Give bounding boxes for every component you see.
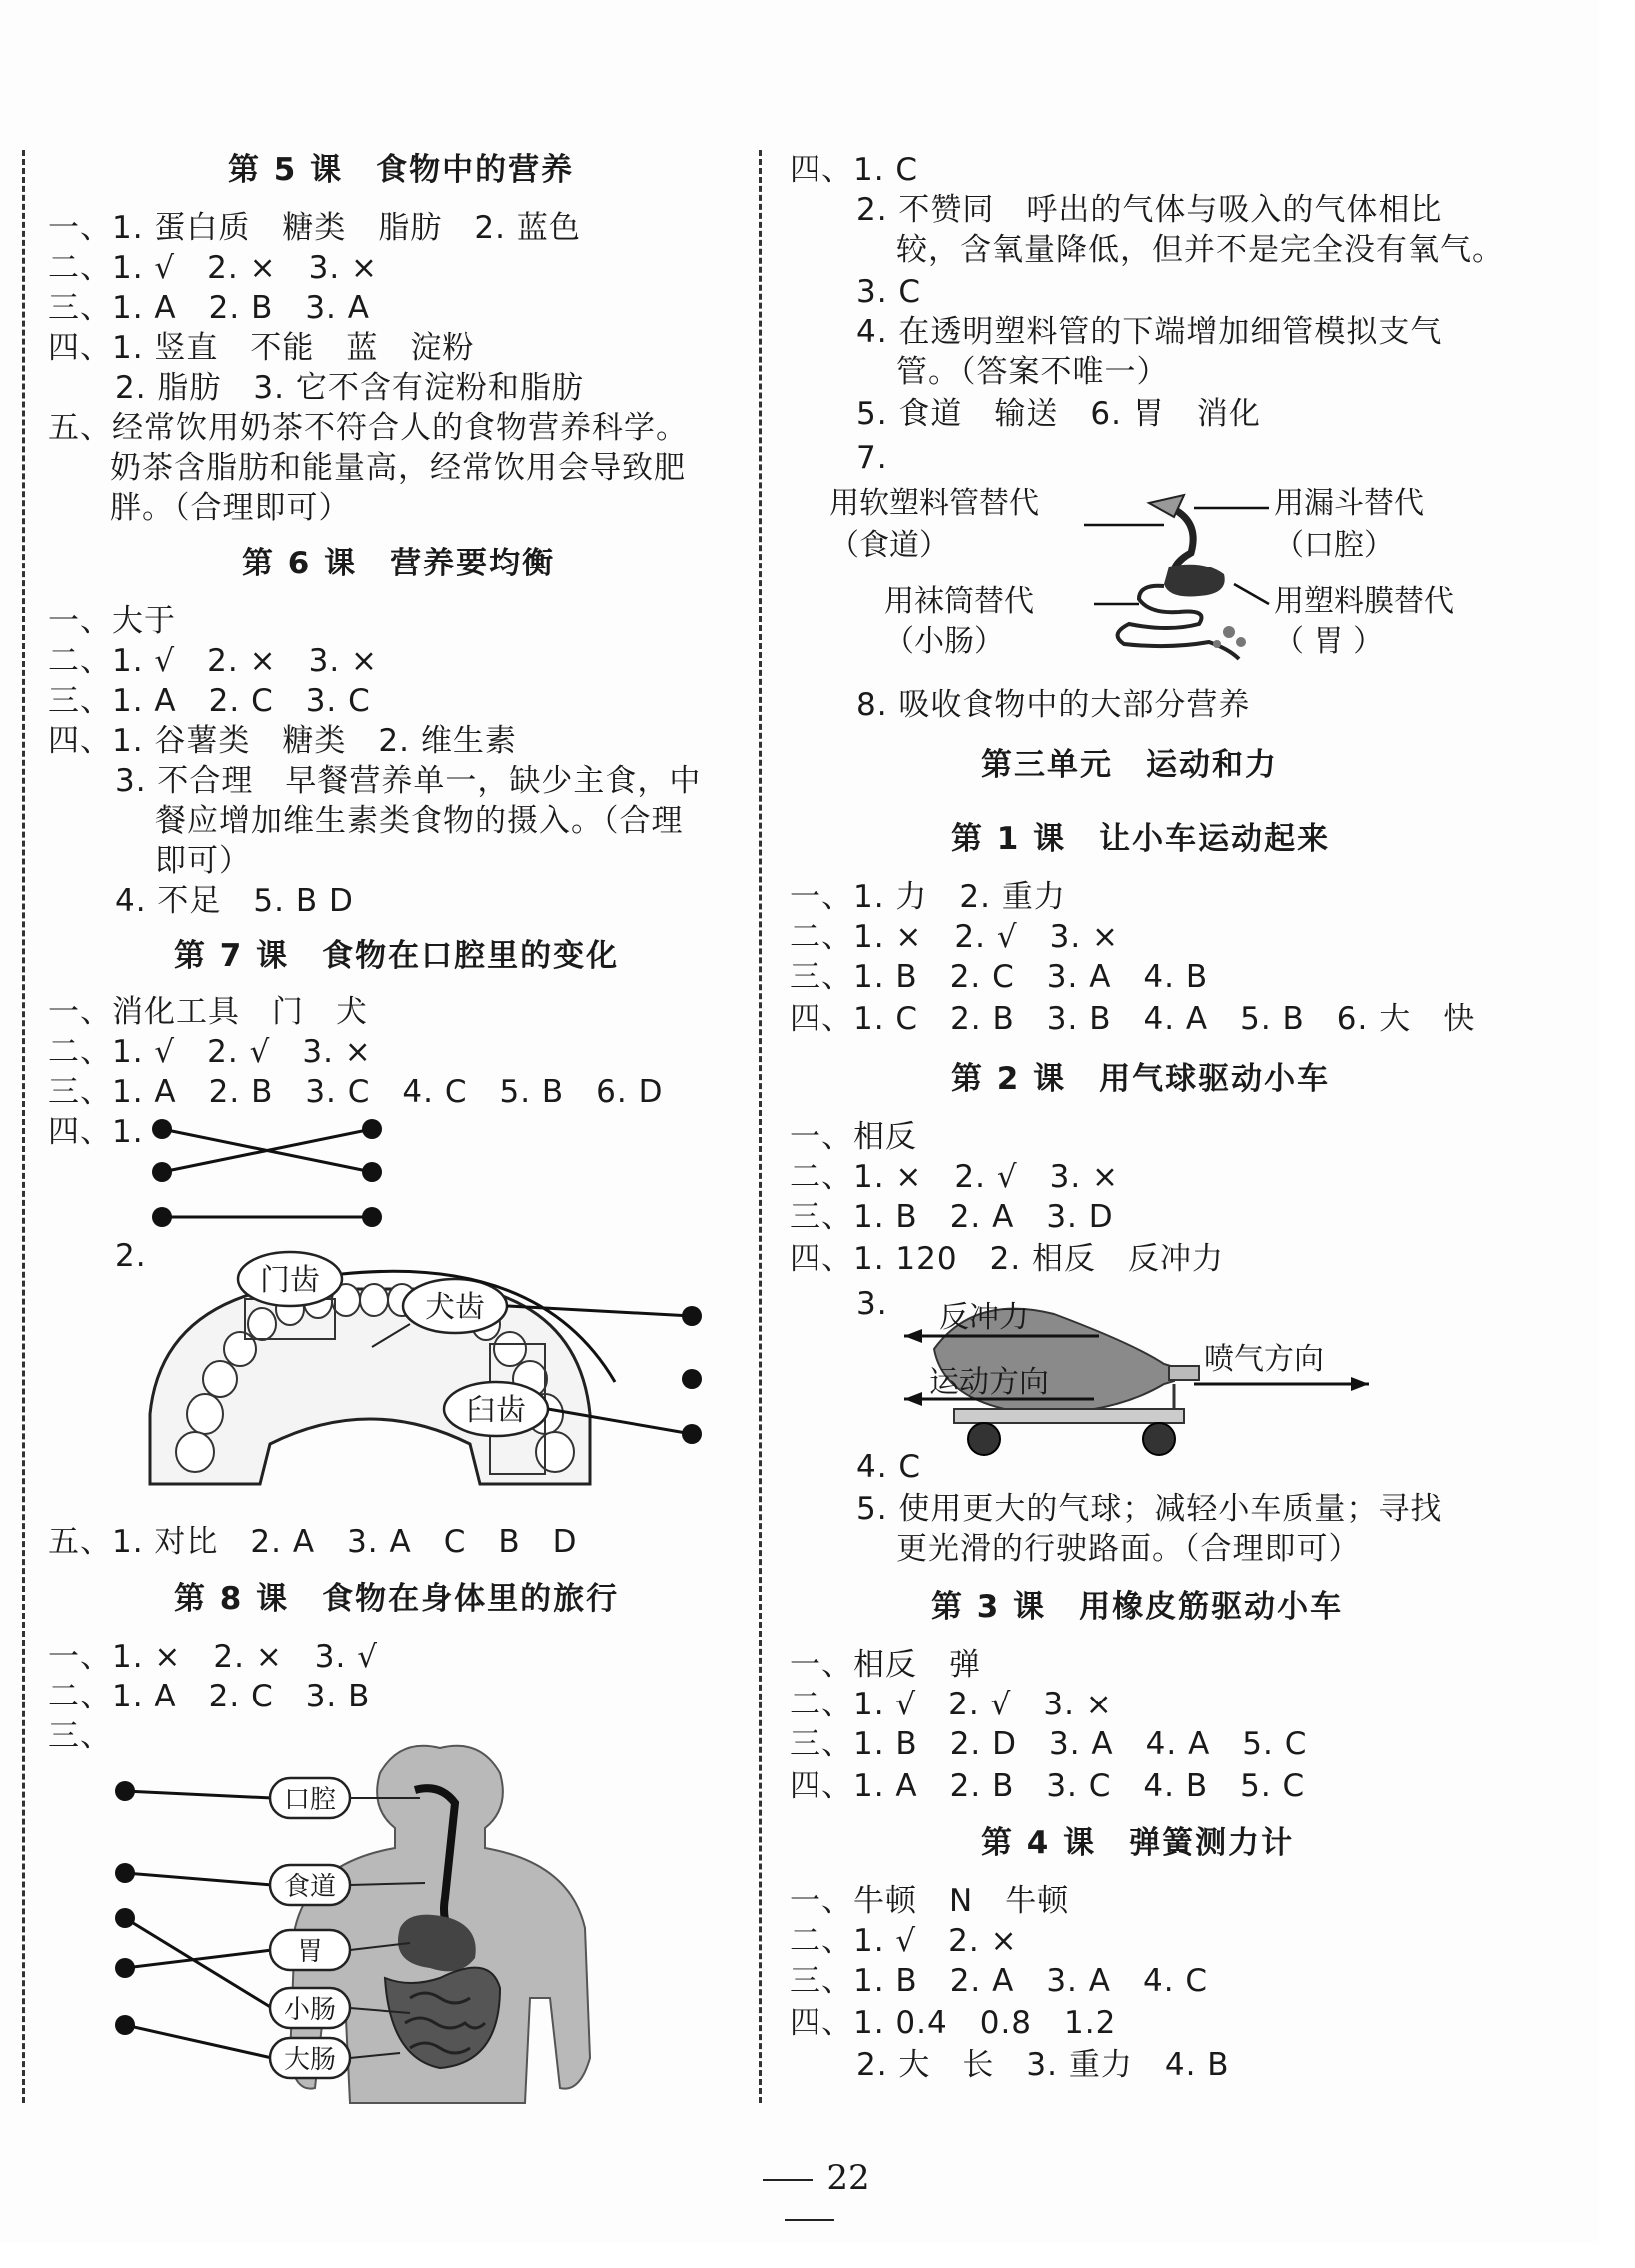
label-reaction-force: 反冲力	[939, 1300, 1029, 1335]
model-label-funnel: 用漏斗替代	[1274, 486, 1424, 521]
l5-line-3: 三、1. A 2. B 3. A	[48, 290, 370, 326]
l6-line-7: 即可）	[155, 843, 251, 879]
r-lesson-2-title: 第 2 课 用气球驱动小车	[951, 1061, 1331, 1097]
r4-line-1: 一、牛顿 N 牛顿	[790, 1883, 1070, 1919]
r2-line-7: 5. 使用更大的气球；减轻小车质量；寻找	[856, 1491, 1443, 1527]
l6-line-8: 4. 不足 5. B D	[115, 883, 354, 919]
page-number	[715, 2158, 904, 2238]
l6-line-6: 餐应增加维生素类食物的摄入。（合理	[155, 803, 684, 839]
balloon-car-figure	[894, 1289, 1384, 1459]
digestive-model-figure	[829, 475, 1499, 674]
nozzle	[1169, 1366, 1199, 1380]
matching-lines-figure	[140, 1114, 400, 1234]
model-label-stomach: （ 胃 ）	[1274, 624, 1384, 659]
model-label-sock: 用袜筒替代	[884, 584, 1034, 619]
l5-line-2: 二、1. √ 2. × 3. ×	[48, 250, 378, 286]
organ-line-1	[125, 1791, 272, 1798]
organ-line-3	[125, 1918, 272, 2008]
r0-line-7: 5. 食道 输送 6. 胃 消化	[856, 396, 1261, 432]
r0-line-9: 8. 吸收食物中的大部分营养	[856, 687, 1251, 723]
label-mouth: 口腔	[283, 1785, 337, 1815]
r3-line-2: 二、1. √ 2. √ 3. ×	[790, 1687, 1113, 1722]
r0-line-5: 4. 在透明塑料管的下端增加细管模拟支气	[856, 314, 1443, 350]
label-small-intestine: 小肠	[283, 1995, 337, 2025]
r1-line-4: 四、1. C 2. B 3. B 4. A 5. B 6. 大 快	[790, 1001, 1476, 1037]
l7-line-2: 二、1. √ 2. √ 3. ×	[48, 1034, 372, 1070]
answer-dot-2	[682, 1369, 702, 1389]
page-number-text: 22	[826, 2158, 870, 2198]
r1-line-2: 二、1. × 2. √ 3. ×	[790, 919, 1119, 955]
teeth-figure	[140, 1244, 720, 1504]
l6-line-5: 3. 不合理 早餐营养单一，缺少主食，中	[115, 763, 702, 799]
model-label-mouth: （口腔）	[1274, 528, 1394, 563]
r-lesson-4-title: 第 4 课 弹簧测力计	[981, 1825, 1295, 1861]
r-lesson-3-title: 第 3 课 用橡皮筋驱动小车	[931, 1589, 1344, 1625]
r2-line-2: 二、1. × 2. √ 3. ×	[790, 1159, 1119, 1195]
label-motion-direction: 运动方向	[929, 1365, 1049, 1400]
label-canine: 犬齿	[425, 1290, 485, 1325]
film-pointer	[1234, 584, 1269, 604]
bead-3	[1213, 640, 1221, 648]
organ-line-5	[125, 2025, 272, 2058]
l6-line-4: 四、1. 谷薯类 糖类 2. 维生素	[48, 723, 517, 759]
r4-line-5: 2. 大 长 3. 重力 4. B	[856, 2047, 1230, 2083]
digestive-system-figure	[100, 1728, 620, 2103]
r0-line-3: 较，含氧量降低，但并不是完全没有氧气。	[896, 232, 1504, 268]
label-stomach: 胃	[296, 1937, 324, 1967]
r2-line-4: 四、1. 120 2. 相反 反冲力	[790, 1241, 1225, 1277]
model-label-small-intestine: （小肠）	[884, 624, 1004, 659]
organ-line-4	[125, 1950, 272, 1968]
lesson-7-title: 第 7 课 食物在口腔里的变化	[174, 938, 620, 974]
l6-line-1: 一、大于	[48, 603, 176, 639]
l5-line-6: 五、经常饮用奶茶不符合人的食物营养科学。	[48, 410, 688, 446]
r0-line-1: 四、1. C	[790, 152, 919, 188]
r3-line-1: 一、相反 弹	[790, 1647, 981, 1683]
lesson-5-title: 第 5 课 食物中的营养	[228, 152, 575, 188]
r0-line-6: 管。（答案不唯一）	[896, 354, 1169, 390]
l7-line-1: 一、消化工具 门 犬	[48, 994, 368, 1030]
footer-dash-right	[785, 2219, 834, 2221]
l8-line-2: 二、1. A 2. C 3. B	[48, 1679, 371, 1714]
sock-intestine-shape	[1118, 586, 1239, 659]
l6-line-3: 三、1. A 2. C 3. C	[48, 683, 371, 719]
jet-arrow-head	[1351, 1377, 1369, 1391]
lesson-8-title: 第 8 课 食物在身体里的旅行	[174, 1581, 620, 1617]
r3-line-3: 三、1. B 2. D 3. A 4. A 5. C	[790, 1726, 1308, 1762]
motion-arrow-head	[904, 1392, 922, 1406]
wheel-front	[1143, 1423, 1175, 1455]
r4-line-3: 三、1. B 2. A 3. A 4. C	[790, 1963, 1209, 1999]
car-chassis	[954, 1409, 1184, 1423]
column-divider	[759, 150, 762, 2103]
bead-1	[1223, 626, 1235, 638]
r3-line-4: 四、1. A 2. B 3. C 4. B 5. C	[790, 1768, 1306, 1804]
unit-3-title: 第三单元 运动和力	[981, 747, 1278, 783]
l5-line-4: 四、1. 竖直 不能 蓝 淀粉	[48, 330, 475, 366]
r0-line-4: 3. C	[856, 274, 922, 310]
l6-line-2: 二、1. √ 2. × 3. ×	[48, 643, 378, 679]
label-jet-direction: 喷气方向	[1204, 1342, 1324, 1377]
organ-line-2	[125, 1873, 272, 1885]
l7-line-6: 五、1. 对比 2. A 3. A C B D	[48, 1524, 578, 1560]
stomach-bag-shape	[1164, 565, 1225, 597]
model-label-esophagus: （食道）	[829, 528, 949, 563]
l8-line-3: 三、	[48, 1718, 112, 1754]
r4-line-4: 四、1. 0.4 0.8 1.2	[790, 2005, 1117, 2041]
r1-line-1: 一、1. 力 2. 重力	[790, 879, 1066, 915]
l7-line-4: 四、1.	[48, 1114, 144, 1150]
l8-line-1: 一、1. × 2. × 3. √	[48, 1639, 378, 1675]
left-dashed-margin	[22, 150, 25, 2103]
label-molar: 臼齿	[466, 1393, 526, 1428]
model-label-tube: 用软塑料管替代	[829, 486, 1039, 521]
r1-line-3: 三、1. B 2. C 3. A 4. B	[790, 959, 1209, 995]
r0-line-8: 7.	[856, 440, 888, 476]
answer-dot-3	[682, 1424, 702, 1444]
reaction-arrow-head	[904, 1329, 922, 1343]
r-lesson-1-title: 第 1 课 让小车运动起来	[951, 821, 1331, 857]
l5-line-5: 2. 脂肪 3. 它不含有淀粉和脂肪	[115, 370, 584, 406]
l5-line-1: 一、1. 蛋白质 糖类 脂肪 2. 蓝色	[48, 210, 581, 246]
r2-line-1: 一、相反	[790, 1119, 917, 1155]
label-esophagus: 食道	[283, 1872, 337, 1902]
label-incisor: 门齿	[260, 1263, 320, 1298]
model-label-film: 用塑料膜替代	[1274, 584, 1454, 619]
r4-line-2: 二、1. √ 2. ×	[790, 1923, 1018, 1959]
r2-line-8: 更光滑的行驶路面。（合理即可）	[896, 1531, 1361, 1567]
l5-line-7: 奶茶含脂肪和能量高，经常饮用会导致肥	[110, 450, 686, 486]
r2-line-3: 三、1. B 2. A 3. D	[790, 1199, 1114, 1235]
l5-line-8: 胖。（合理即可）	[110, 490, 351, 526]
r2-line-5: 3.	[856, 1286, 888, 1322]
label-large-intestine: 大肠	[283, 2045, 337, 2075]
lesson-6-title: 第 6 课 营养要均衡	[242, 546, 556, 581]
answer-dot-1	[682, 1306, 702, 1326]
footer-dash-left	[763, 2179, 813, 2181]
r0-line-2: 2. 不赞同 呼出的气体与吸入的气体相比	[856, 192, 1443, 228]
l7-line-5: 2.	[115, 1238, 147, 1274]
l7-line-3: 三、1. A 2. B 3. C 4. C 5. B 6. D	[48, 1074, 664, 1110]
r2-line-6: 4. C	[856, 1449, 922, 1485]
wheel-rear	[968, 1423, 1000, 1455]
bead-2	[1236, 637, 1246, 647]
